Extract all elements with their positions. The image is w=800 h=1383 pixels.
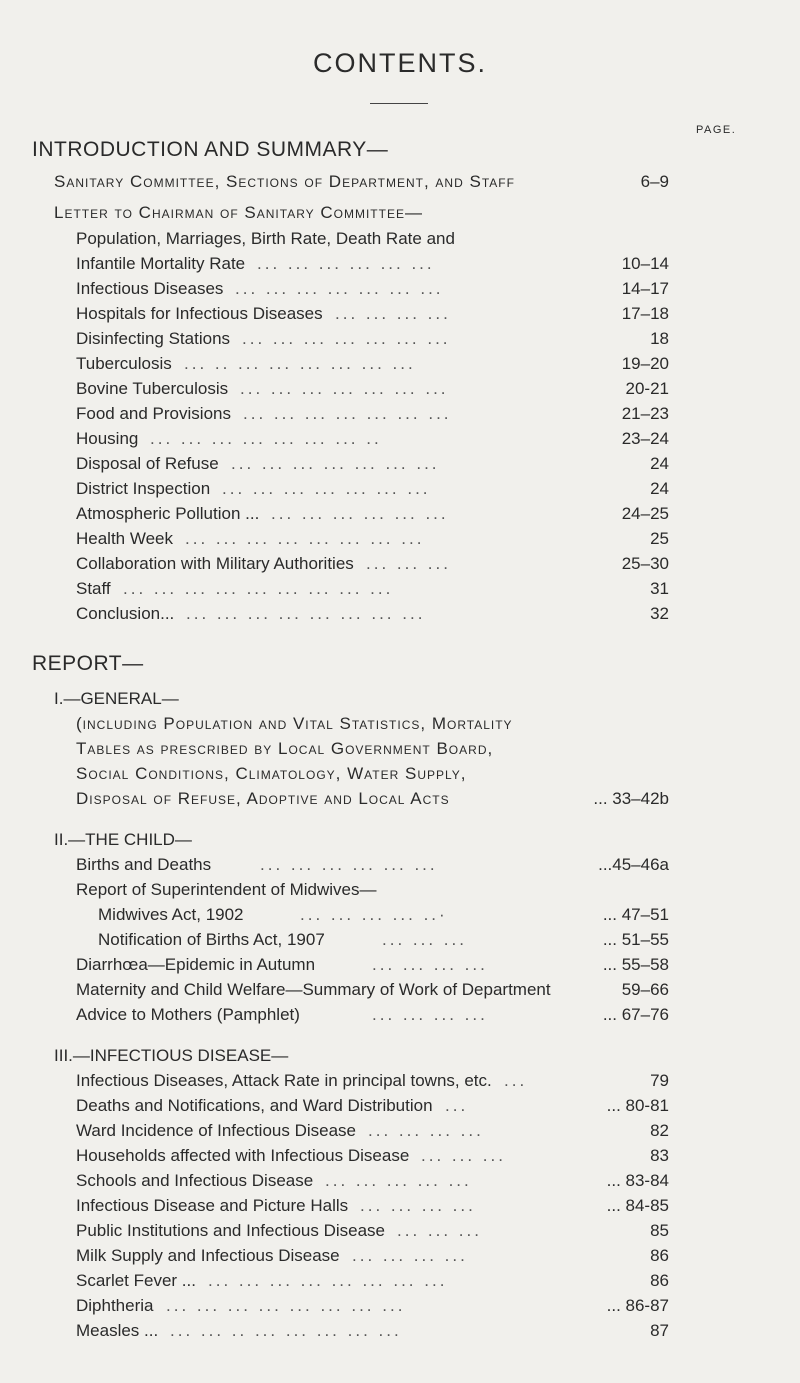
toc-page: 59–66 [621, 980, 669, 999]
toc-entry [0, 1321, 800, 1341]
toc-entry [0, 1271, 800, 1291]
toc-entry-notification [0, 930, 800, 950]
toc-entry [0, 404, 800, 424]
toc-label: Schools and Infectious Disease [76, 1171, 314, 1190]
toc-entry-advice [0, 1005, 800, 1025]
report-heading: REPORT— [32, 652, 144, 675]
toc-page: 18 [650, 329, 669, 348]
toc-label: Conclusion... [76, 604, 175, 623]
toc-dots: ... ... ... ... [372, 1005, 488, 1024]
toc-page: ...45–46a [598, 855, 669, 874]
toc-label: Hospitals for Infectious Diseases [76, 304, 323, 323]
toc-label: Disinfecting Stations [76, 329, 231, 348]
general-line-4: Disposal of Refuse, Adoptive and Local Acts [76, 789, 450, 808]
general-line-1: (including Population and Vital Statistics, Mortality [76, 714, 513, 733]
toc-entry [0, 304, 800, 324]
toc-page: 24–25 [621, 504, 669, 523]
toc-page: 87 [650, 1321, 669, 1340]
toc-dots: ... ... ... [366, 554, 451, 573]
toc-label: Maternity and Child Welfare—Summary of Work of Department [76, 980, 551, 999]
toc-dots: ... ... ... [421, 1146, 506, 1165]
toc-entry [0, 429, 800, 449]
toc-dots: ... ... ... ... ... ... [260, 855, 438, 874]
toc-page: ... 67–76 [602, 1005, 669, 1024]
toc-entry [0, 1221, 800, 1241]
toc-entry [0, 554, 800, 574]
toc-page: 20-21 [625, 379, 669, 398]
toc-label: Public Institutions and Infectious Disease [76, 1221, 386, 1240]
toc-page: 19–20 [621, 354, 669, 373]
toc-entry [0, 1146, 800, 1166]
toc-entry [0, 279, 800, 299]
toc-label: Infantile Mortality Rate [76, 254, 246, 273]
toc-entry-maternity [0, 980, 800, 1000]
toc-page: 24 [650, 479, 669, 498]
page-title: CONTENTS. [312, 48, 487, 78]
toc-label: District Inspection [76, 479, 211, 498]
toc-label: Collaboration with Military Authorities [76, 554, 354, 573]
toc-page: 21–23 [621, 404, 669, 423]
toc-page: 32 [650, 604, 669, 623]
toc-page: 86 [650, 1246, 669, 1265]
toc-page: 6–9 [640, 172, 669, 191]
toc-entry-midwives-act [0, 905, 800, 925]
toc-dots: ... ... ... ... ... ... [271, 504, 449, 523]
general-line-3: Social Conditions, Climatology, Water Supply, [76, 764, 467, 783]
toc-page: 85 [650, 1221, 669, 1240]
toc-label: Food and Provisions [76, 404, 231, 423]
toc-dots: ... ... ... ... ... ... ... [231, 454, 440, 473]
population-line: Population, Marriages, Birth Rate, Death Rate and [76, 229, 455, 248]
toc-dots: ... ... ... ... [368, 1121, 484, 1140]
toc-label: Infectious Diseases, Attack Rate in principal towns, etc. [76, 1071, 492, 1090]
general-page: ... 33–42b [593, 789, 669, 808]
toc-label: Milk Supply and Infectious Disease [76, 1246, 340, 1265]
toc-entry [0, 1096, 800, 1116]
toc-label: Disposal of Refuse [76, 454, 219, 473]
toc-entry [0, 1121, 800, 1141]
toc-page: 24 [650, 454, 669, 473]
toc-entry-births [0, 855, 800, 875]
toc-dots: ... ... ... ... ... ... ... ... [166, 1296, 406, 1315]
toc-dots: ... ... ... ... ..· [300, 905, 448, 924]
toc-entry [0, 1071, 800, 1091]
toc-entry [0, 454, 800, 474]
toc-page: ... 51–55 [602, 930, 669, 949]
toc-label: Sanitary Committee, Sections of Department, and Staff [54, 172, 515, 191]
toc-dots: ... ... ... ... ... ... ... ... [208, 1271, 448, 1290]
toc-dots: ... ... ... [382, 930, 467, 949]
toc-dots: ... ... ... ... ... ... ... ... [185, 529, 425, 548]
toc-page: 10–14 [621, 254, 669, 273]
toc-entry [0, 254, 800, 274]
toc-label: Diarrhœa—Epidemic in Autumn [76, 955, 316, 974]
toc-entry [0, 479, 800, 499]
toc-label: Measles ... [76, 1321, 159, 1340]
toc-entry-sanitary [0, 172, 800, 192]
midwives-report-heading: Report of Superintendent of Midwives— [76, 880, 377, 899]
toc-dots: ... ... ... ... ... ... ... [243, 404, 452, 423]
toc-page: ... 55–58 [602, 955, 669, 974]
toc-dots: ... .. ... ... ... ... ... ... [184, 354, 416, 373]
toc-label: Tuberculosis [76, 354, 172, 373]
toc-entry [0, 379, 800, 399]
title-rule [370, 103, 428, 104]
toc-dots: ... ... ... ... ... ... ... [235, 279, 444, 298]
toc-label: Atmospheric Pollution ... [76, 504, 260, 523]
child-heading: II.—THE CHILD— [54, 830, 192, 849]
toc-page: 31 [650, 579, 669, 598]
toc-dots: ... ... .. ... ... ... ... ... [170, 1321, 402, 1340]
toc-dots: ... ... ... ... ... ... ... ... [186, 604, 426, 623]
toc-page: ... 84-85 [606, 1196, 669, 1215]
toc-label: Bovine Tuberculosis [76, 379, 229, 398]
toc-dots: ... ... ... ... [360, 1196, 476, 1215]
toc-dots: ... ... ... ... ... ... ... [222, 479, 431, 498]
toc-page: 17–18 [621, 304, 669, 323]
toc-label: Housing [76, 429, 139, 448]
toc-entry [0, 354, 800, 374]
toc-page: ... 80-81 [606, 1096, 669, 1115]
toc-label: Health Week [76, 529, 174, 548]
toc-entry [0, 329, 800, 349]
toc-dots: ... [504, 1071, 528, 1090]
toc-label: Scarlet Fever ... [76, 1271, 196, 1290]
toc-page: 14–17 [621, 279, 669, 298]
toc-page: 25 [650, 529, 669, 548]
toc-label: Deaths and Notifications, and Ward Distribution [76, 1096, 433, 1115]
toc-label: Staff [76, 579, 111, 598]
toc-label: Notification of Births Act, 1907 [98, 930, 325, 949]
toc-page: 79 [650, 1071, 669, 1090]
toc-entry [0, 1196, 800, 1216]
toc-page: 82 [650, 1121, 669, 1140]
toc-entry [0, 1171, 800, 1191]
toc-label: Households affected with Infectious Disease [76, 1146, 410, 1165]
toc-entry-diarrhoea [0, 955, 800, 975]
letter-heading: Letter to Chairman of Sanitary Committee— [54, 203, 423, 222]
toc-dots: ... [445, 1096, 469, 1115]
toc-entry [0, 604, 800, 624]
page-column-header: PAGE. [696, 124, 737, 136]
toc-page: 83 [650, 1146, 669, 1165]
toc-entry [0, 504, 800, 524]
toc-label: Infectious Disease and Picture Halls [76, 1196, 349, 1215]
infectious-heading: III.—INFECTIOUS DISEASE— [54, 1046, 289, 1065]
toc-dots: ... ... ... ... ... ... ... ... ... [123, 579, 394, 598]
toc-page: 25–30 [621, 554, 669, 573]
toc-dots: ... ... ... ... ... ... ... [242, 329, 451, 348]
toc-label: Infectious Diseases [76, 279, 224, 298]
toc-page: ... 86-87 [606, 1296, 669, 1315]
toc-label: Diphtheria [76, 1296, 154, 1315]
toc-dots: ... ... ... ... ... [325, 1171, 472, 1190]
toc-dots: ... ... ... ... ... ... ... [240, 379, 449, 398]
toc-entry [0, 579, 800, 599]
intro-heading: INTRODUCTION AND SUMMARY— [32, 138, 389, 161]
toc-dots: ... ... ... [397, 1221, 482, 1240]
toc-page: ... 83-84 [606, 1171, 669, 1190]
toc-page: 86 [650, 1271, 669, 1290]
toc-entry [0, 529, 800, 549]
general-line-2: Tables as prescribed by Local Government Board, [76, 739, 494, 758]
toc-dots: ... ... ... ... [352, 1246, 468, 1265]
toc-dots: ... ... ... ... [372, 955, 488, 974]
toc-label: Ward Incidence of Infectious Disease [76, 1121, 357, 1140]
toc-label: Midwives Act, 1902 [98, 905, 244, 924]
toc-entry [0, 1296, 800, 1316]
toc-label: Births and Deaths [76, 855, 212, 874]
toc-entry [0, 1246, 800, 1266]
toc-dots: ... ... ... ... ... ... ... .. [150, 429, 382, 448]
toc-page: ... 47–51 [602, 905, 669, 924]
toc-dots: ... ... ... ... [335, 304, 451, 323]
toc-label: Advice to Mothers (Pamphlet) [76, 1005, 300, 1024]
general-heading: I.—GENERAL— [54, 689, 179, 708]
toc-page: 23–24 [621, 429, 669, 448]
toc-dots: ... ... ... ... ... ... [257, 254, 435, 273]
